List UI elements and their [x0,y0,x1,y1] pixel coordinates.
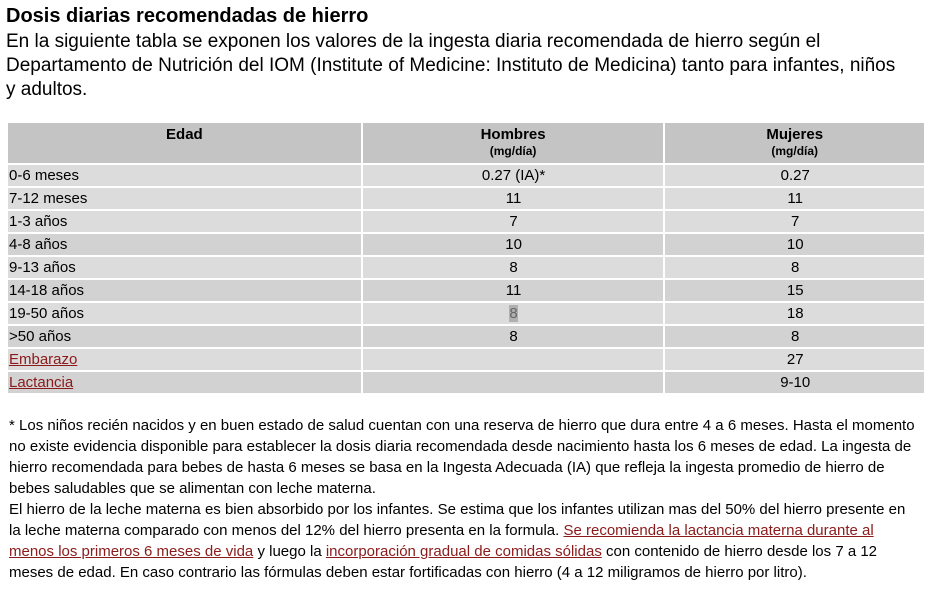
table-header-row [8,123,924,163]
footnote-paragraph-2 [9,499,921,583]
header-men-label: Hombres [480,126,546,143]
cell-women: 11 [665,188,924,209]
cell-men: 8 [363,257,664,278]
cell-women: 7 [665,211,924,232]
cell-age: 9-13 años [8,257,361,278]
table-row [8,234,924,255]
table-row [8,280,924,301]
iron-dosage-table [6,121,926,395]
cell-men: 8 [363,326,664,347]
cell-age [8,349,361,370]
table-row [8,326,924,347]
table-row [8,372,924,393]
embarazo-link[interactable]: Embarazo [9,351,78,368]
cell-women: 0.27 [665,165,924,186]
cell-women: 27 [665,349,924,370]
cell-age: 0-6 meses [8,165,361,186]
footnote-paragraph-1: * Los niños recién nacidos y en buen estado de salud cuentan con una reserva de hierro que dura entre 4 a 6 meses. Hasta el momento no existe evidencia disponible para establecer la dosis diaria recomendada desde nacimiento hasta los 6 meses de edad. La ingesta de hierro recomendada para bebes de hasta 6 meses se basa en la Ingesta Adecuada (IA) que refleja la ingesta promedio de hierro de bebes saludables que se alimentan con leche materna. [9,417,915,497]
table-row [8,165,924,186]
cell-age: >50 años [8,326,361,347]
header-women-unit: (mg/día) [771,144,819,158]
cell-men: 11 [363,280,664,301]
cell-men: 7 [363,211,664,232]
footnote-text: El hierro de la leche materna es bien absorbido por los infantes. Se estima que los infantes utilizan mas del 50% del hierro presente en la leche materna comparado con menos del 12% del hierro presenta en la formula. [9,501,906,539]
cell-men: 0.27 (IA)* [363,165,664,186]
cell-men [363,349,664,370]
cell-women: 18 [665,303,924,324]
cell-age: 4-8 años [8,234,361,255]
intro-paragraph: En la siguiente tabla se exponen los valores de la ingesta diaria recomendada de hierro según el Departamento de Nutrición del IOM (Institute of Medicine: Instituto de Medicina) tanto para infantes, niños y adultos. [6,31,896,100]
solid-foods-link[interactable]: incorporación gradual de comidas sólidas [325,543,602,560]
selected-text-highlight: 8 [509,305,518,322]
cell-women: 9-10 [665,372,924,393]
cell-women: 15 [665,280,924,301]
lactancia-link[interactable]: Lactancia [9,374,74,391]
cell-men [363,372,664,393]
footnote-text: con contenido de hierro desde los 7 a 12 meses de edad. En caso contrario las fórmulas deben estar fortificadas con hierro (4 a 12 miligramos de hierro por litro). [9,543,878,581]
cell-men [363,303,664,324]
cell-age [8,372,361,393]
table-row [8,188,924,209]
cell-women: 8 [665,326,924,347]
page-title: Dosis diarias recomendadas de hierro [6,5,369,27]
header-men-unit: (mg/día) [489,144,537,158]
header-age-label: Edad [166,126,203,143]
cell-age: 14-18 años [8,280,361,301]
cell-men: 10 [363,234,664,255]
cell-men: 11 [363,188,664,209]
breastfeeding-recommendation-link[interactable]: Se recomienda la lactancia materna durante al menos los primeros 6 meses de vida [9,522,874,560]
table-row [8,303,924,324]
table-row [8,211,924,232]
cell-women: 10 [665,234,924,255]
cell-age: 1-3 años [8,211,361,232]
cell-age: 7-12 meses [8,188,361,209]
footnotes [9,415,921,583]
header-women [665,123,924,163]
table-row [8,349,924,370]
cell-age: 19-50 años [8,303,361,324]
header-age [8,123,361,163]
header-men [363,123,664,163]
table-row [8,257,924,278]
cell-women: 8 [665,257,924,278]
header-women-label: Mujeres [766,126,824,143]
footnote-text: y luego la [253,543,326,560]
